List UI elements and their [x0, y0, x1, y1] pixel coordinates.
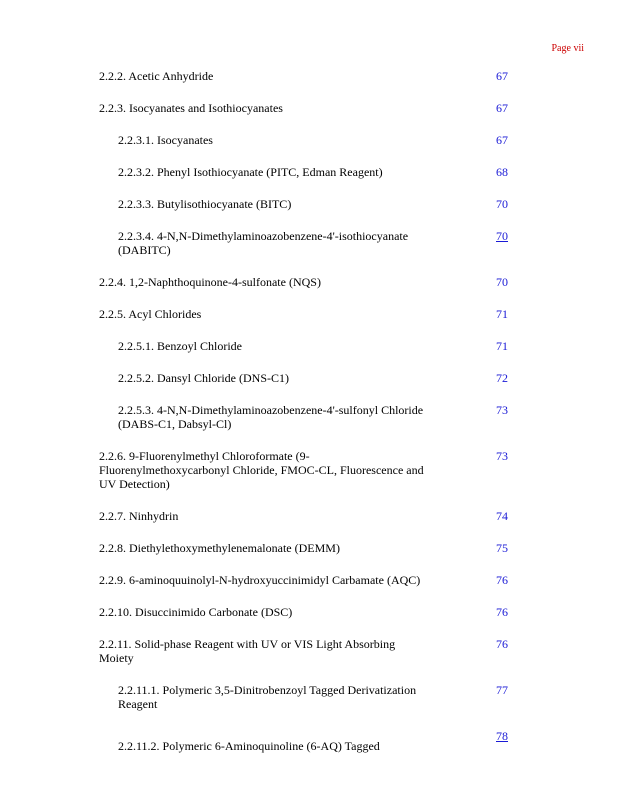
- toc-entry-page-link[interactable]: 77: [496, 683, 508, 697]
- toc-entry-title-line: 2.2.6. 9-Fluorenylmethyl Chloroformate (9-: [99, 449, 310, 463]
- page-number-label: Page vii: [551, 43, 584, 54]
- toc-entry-page-link[interactable]: 71: [496, 307, 508, 321]
- toc-entry-title-line: (DABITC): [118, 243, 171, 257]
- toc-entry-page-link[interactable]: 67: [496, 133, 508, 147]
- toc-entry-title: 2.2.5.1. Benzoyl Chloride: [118, 339, 242, 353]
- toc-entry-title: 2.2.3.2. Phenyl Isothiocyanate (PITC, Edman Reagent): [118, 165, 383, 179]
- toc-entry-page-link[interactable]: 67: [496, 69, 508, 83]
- toc-entry-title: 2.2.10. Disuccinimido Carbonate (DSC): [99, 605, 293, 619]
- toc-entry-title-line: Fluorenylmethoxycarbonyl Chloride, FMOC-CL, Fluorescence and: [99, 463, 424, 477]
- toc-entry-page-link[interactable]: 72: [496, 371, 508, 385]
- toc-entry-title-line: Moiety: [99, 651, 134, 665]
- toc-entry-title-line: 2.2.3.4. 4-N,N-Dimethylaminoazobenzene-4'-isothiocyanate: [118, 229, 409, 243]
- toc-entry-title-line: 2.2.5.3. 4-N,N-Dimethylaminoazobenzene-4'-sulfonyl Chloride: [118, 403, 424, 417]
- toc-entry-title-line: (DABS-C1, Dabsyl-Cl): [118, 417, 232, 431]
- toc-entry-title-line: UV Detection): [99, 477, 170, 491]
- toc-entry-title: 2.2.3. Isocyanates and Isothiocyanates: [99, 101, 283, 115]
- toc-entry-page-link[interactable]: 75: [496, 541, 508, 555]
- toc-entry-page-link[interactable]: 73: [496, 403, 508, 417]
- toc-entry-page-link[interactable]: 78: [496, 729, 508, 743]
- toc-entry-page-link[interactable]: 68: [496, 165, 508, 179]
- toc-entry-page-link[interactable]: 74: [496, 509, 508, 523]
- toc-entry-title: 2.2.4. 1,2-Naphthoquinone-4-sulfonate (NQS): [99, 275, 321, 289]
- toc-entry-title: 2.2.2. Acetic Anhydride: [99, 69, 214, 83]
- toc-entry: [118, 729, 511, 759]
- toc-entry-title: 2.2.5.2. Dansyl Chloride (DNS-C1): [118, 371, 289, 385]
- toc-entry-page-link[interactable]: 70: [496, 275, 508, 289]
- toc-entry-title-line: 2.2.11. Solid-phase Reagent with UV or VIS Light Absorbing: [99, 637, 396, 651]
- toc-entry-page-link[interactable]: 71: [496, 339, 508, 353]
- toc-entry-title: 2.2.3.1. Isocyanates: [118, 133, 213, 147]
- toc-entry-title: 2.2.8. Diethylethoxymethylenemalonate (DEMM): [99, 541, 340, 555]
- toc-entry-page-link[interactable]: 73: [496, 449, 508, 463]
- toc-entry-page-link[interactable]: 70: [496, 197, 508, 211]
- toc-entry-page-link[interactable]: 76: [496, 605, 508, 619]
- toc-entry-title-line: Reagent: [118, 697, 158, 711]
- toc-entry-page-link[interactable]: 67: [496, 101, 508, 115]
- toc-entry-title: 2.2.9. 6-aminoquuinolyl-N-hydroxyuccinimidyl Carbamate (AQC): [99, 573, 421, 587]
- toc-entry-title-line: 2.2.11.1. Polymeric 3,5-Dinitrobenzoyl Tagged Derivatization: [118, 683, 417, 697]
- toc-entry-page-link[interactable]: 76: [496, 637, 508, 651]
- toc-entry-page-link[interactable]: 76: [496, 573, 508, 587]
- toc-entry-title: 2.2.7. Ninhydrin: [99, 509, 179, 523]
- toc-entry-title: 2.2.5. Acyl Chlorides: [99, 307, 202, 321]
- toc-entry-page-link[interactable]: 70: [496, 229, 508, 243]
- toc-entry-title: 2.2.11.2. Polymeric 6-Aminoquinoline (6-AQ) Tagged: [118, 739, 380, 753]
- toc-entry-title: 2.2.3.3. Butylisothiocyanate (BITC): [118, 197, 292, 211]
